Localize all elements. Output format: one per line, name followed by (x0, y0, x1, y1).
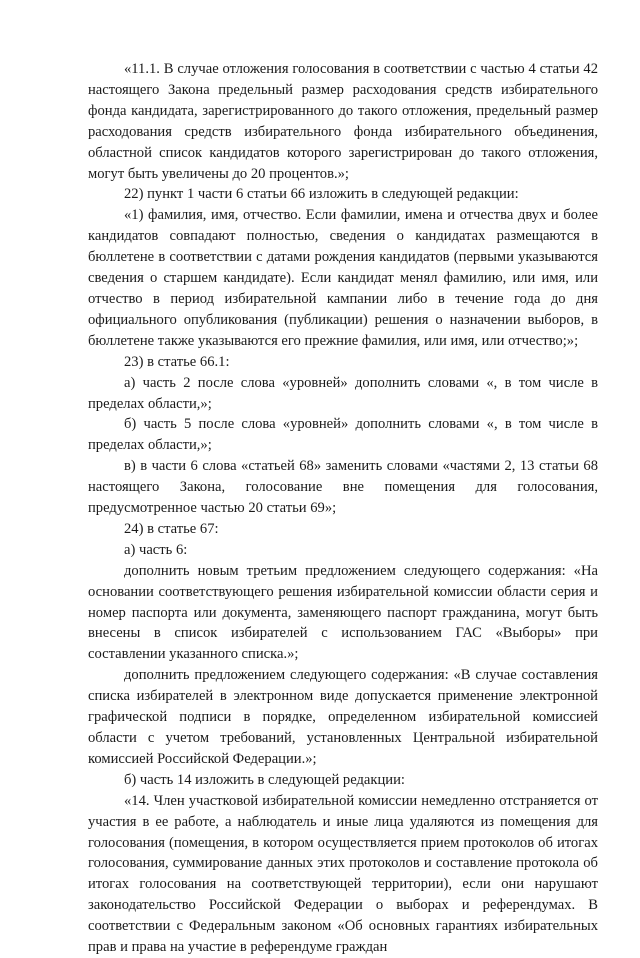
paragraph-item-23-b: б) часть 5 после слова «уровней» дополнить словами «, в том числе в пределах области,»; (88, 416, 598, 454)
paragraph-item-22: 22) пункт 1 части 6 статьи 66 изложить в следующей редакции: (124, 186, 519, 203)
paragraph-11-1: «11.1. В случае отложения голосования в соответствии с частью 4 статьи 42 настоящего Закона предельный размер расходования средств избирательного фонда кандидата, зарегистрированного до такого отложения, предельный размер расходования средств избирательного фонда избирательного объединения, областной список кандидатов которого зарегистрирован до такого отложения, могут быть увеличены до 20 процентов.»; (88, 61, 598, 182)
document-body (88, 59, 598, 958)
paragraph-item-24-a: а) часть 6: (124, 541, 188, 558)
paragraph-item-24-a-2: дополнить предложением следующего содержания: «В случае составления списка избирателей в электронном виде допускается применение электронной графической подписи в порядке, определенном избирательной комиссией области с учетом требований, установленных Центральной избирательной комиссией Российской Федерации.»; (88, 667, 598, 767)
paragraph-item-23-v: в) в части 6 слова «статьей 68» заменить словами «частями 2, 13 статьи 68 настоящего Закона, голосование вне помещения для голосования, предусмотренное частью 20 статьи 69»; (88, 458, 598, 517)
paragraph-item-23-a: а) часть 2 после слова «уровней» дополнить словами «, в том числе в пределах области,»; (88, 374, 598, 412)
paragraph-part-14: «14. Член участковой избирательной комиссии немедленно отстраняется от участия в ее работе, а наблюдатель и иные лица удаляются из помещения для голосования (помещения, в котором осуществляется прием протоколов об итогах голосования, суммирование данных этих протоколов и составление протокола об итогах голосования на соответствующей территории), если они нарушают законодательство Российской Федерации о выборах и референдумах. В соответствии с Федеральным законом «Об основных гарантиях избирательных прав и права на участие в референдуме граждан (88, 792, 598, 956)
paragraph-item-24: 24) в статье 67: (124, 520, 219, 537)
paragraph-item-22-text: «1) фамилия, имя, отчество. Если фамилии, имена и отчества двух и более кандидатов совпадают полностью, сведения о кандидатах размещаются в бюллетене в соответствии с датами рождения кандидатов (первыми указываются сведения о старшем кандидате). Если кандидат менял фамилию, или имя, или отчество в период избирательной кампании либо в течение года до дня официального опубликования (публикации) решения о назначении выборов, в бюллетене также указываются его прежние фамилия, или имя, или отчество;»; (88, 207, 598, 349)
paragraph-item-24-a-1: дополнить новым третьим предложением следующего содержания: «На основании соответствующего решения избирательной комиссии области серия и номер паспорта или документа, заменяющего паспорт гражданина, могут быть внесены в список избирателей с использованием ГАС «Выборы» при составлении указанного списка.»; (88, 562, 598, 663)
paragraph-item-23: 23) в статье 66.1: (124, 353, 230, 370)
paragraph-item-24-b: б) часть 14 изложить в следующей редакции: (124, 771, 405, 788)
